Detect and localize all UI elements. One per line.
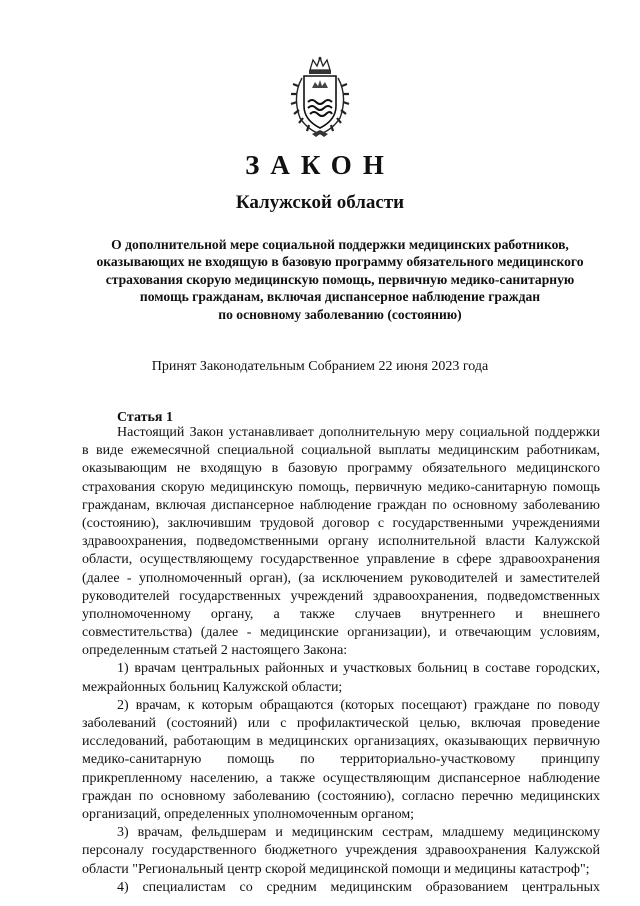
body-line: (состоянию), заключившим трудовой договор с государственными учреждениями bbox=[82, 515, 600, 531]
list-item-line: персоналу государственного бюджетного учреждения здравоохранения Калужской bbox=[82, 843, 600, 859]
list-item-line: 1) врачам центральных районных и участковых больниц в составе городских, bbox=[117, 661, 600, 677]
body-line: уполномоченному органу, а также случаев внутреннего и внешнего bbox=[82, 606, 600, 622]
subject-line: помощь гражданам, включая диспансерное наблюдение граждан bbox=[139, 289, 541, 305]
body-line: Настоящий Закон устанавливает дополнительную меру социальной поддержки bbox=[117, 425, 600, 440]
article-body bbox=[82, 424, 600, 897]
law-title: ЗАКОН bbox=[245, 150, 395, 180]
list-item-line: исследований, работающим в медицинских организациях, оказывающих первичную bbox=[82, 734, 600, 750]
body-line: в виде ежемесячной специальной социальной выплаты медицинским работникам, bbox=[82, 443, 600, 459]
article-heading: Статья 1 bbox=[117, 410, 173, 425]
subject-line: оказывающих не входящую в базовую программу обязательного медицинского bbox=[96, 254, 584, 270]
list-item-line: заболеваний (состояний) или с профилактической целью, включая проведение bbox=[82, 716, 600, 731]
body-line: здравоохранения, подведомственными органу исполнительной власти Калужской bbox=[82, 534, 600, 550]
law-subject bbox=[80, 236, 600, 323]
list-item-line: межрайонных больниц Калужской области; bbox=[82, 679, 343, 695]
body-line: совместительства) (далее - медицинские организации), и отвечающим условиям, bbox=[82, 625, 600, 641]
list-item-line: прикрепленному населению, а также осуществляющим диспансерное наблюдение bbox=[82, 770, 600, 786]
list-item-line: граждан по основному заболеванию (состоянию), согласно перечню медицинских bbox=[82, 788, 600, 804]
subject-line: страхования скорую медицинскую помощь, первичную медико-санитарную bbox=[105, 271, 575, 287]
list-item-line: медико-санитарную помощь по территориально-участковому принципу bbox=[82, 752, 600, 768]
body-line: страхования скорую медицинскую помощь, первичную медико-санитарную помощь bbox=[82, 479, 600, 495]
body-line: определенным статьей 2 настоящего Закона: bbox=[82, 643, 348, 659]
coat-of-arms-emblem bbox=[286, 56, 354, 138]
body-line: оказывающим не входящую в базовую программу обязательного медицинского bbox=[82, 461, 600, 477]
list-item-line: организаций, определенных уполномоченным органом; bbox=[82, 806, 415, 822]
list-item-line: области "Региональный центр скорой медицинской помощи и медицины катастроф"; bbox=[82, 861, 590, 877]
adoption-date-line: Принят Законодательным Собранием 22 июня 2023 года bbox=[151, 359, 489, 374]
body-line: руководителей государственных учреждений здравоохранения, подведомственных bbox=[82, 588, 600, 604]
subject-line: О дополнительной мере социальной поддержки медицинских работников, bbox=[111, 237, 569, 252]
body-line: (далее - уполномоченный орган), (за исключением руководителей и заместителей bbox=[82, 570, 600, 586]
list-item-line: 3) врачам, фельдшерам и медицинским сестрам, младшему медицинскому bbox=[117, 825, 600, 841]
list-item-line: 4) специалистам со средним медицинским образованием центральных bbox=[117, 879, 600, 895]
body-line: области, осуществляющему государственное управление в сфере здравоохранения bbox=[82, 552, 600, 568]
subject-line: по основному заболеванию (состоянию) bbox=[218, 306, 462, 322]
list-item-line: 2) врачам, к которым обращаются (которых посещают) граждане по поводу bbox=[117, 697, 600, 713]
region-title: Калужской области bbox=[235, 192, 405, 213]
body-line: гражданам, включая диспансерное наблюдение граждан по основному заболеванию bbox=[82, 497, 600, 513]
